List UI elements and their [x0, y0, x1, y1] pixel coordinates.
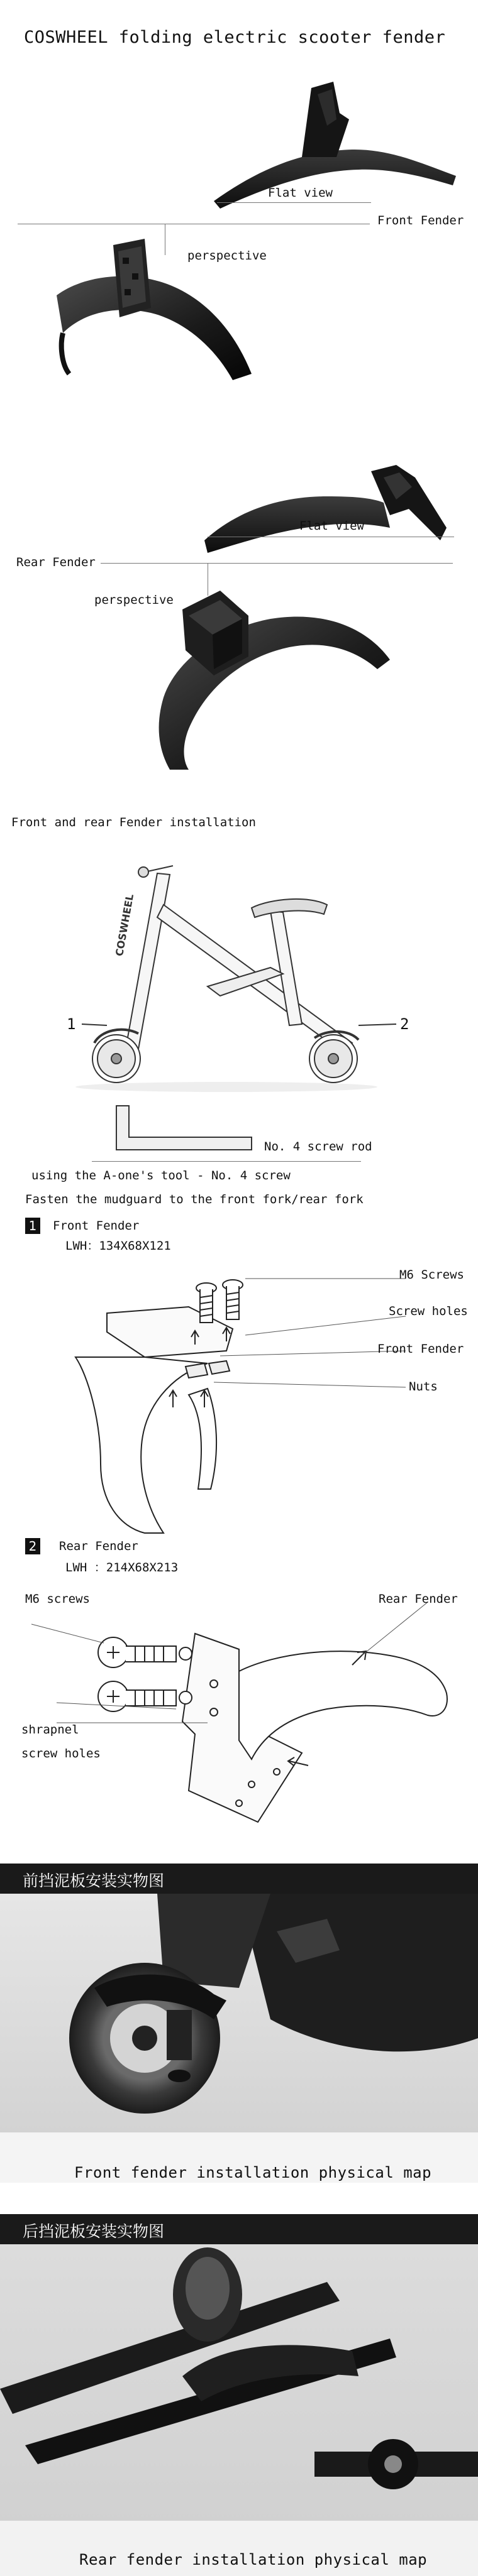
front-photo-illustration — [0, 1894, 478, 2183]
scooter-line-drawing — [63, 861, 415, 1093]
front-photo-caption: Front fender installation physical map — [74, 2164, 432, 2181]
fasten-note: Fasten the mudguard to the front fork/rear fork — [25, 1192, 364, 1206]
rear-installation-photo — [0, 2244, 478, 2576]
rear-photo-caption: Rear fender installation physical map — [79, 2551, 428, 2568]
screw-rod-label: No. 4 screw rod — [264, 1140, 372, 1154]
front-photo-header-text: 前挡泥板安装实物图 — [23, 1872, 165, 1890]
screw-rod-underline — [92, 1161, 361, 1162]
rear-flat-view-label: Flat view — [299, 519, 364, 533]
front-fender-label: Front Fender — [377, 214, 464, 227]
front-fender-perspective-image — [44, 239, 264, 390]
rear-fender-part-label: Rear Fender — [379, 1592, 458, 1606]
rear-shrapnel-label: shrapnel — [21, 1723, 79, 1737]
installation-heading: Front and rear Fender installation — [11, 816, 256, 829]
front-fender-flat-view-image — [208, 75, 459, 214]
rear-photo-header-text: 后挡泥板安装实物图 — [23, 2222, 165, 2240]
front-photo-header — [0, 1864, 478, 1894]
callout-1: 1 — [67, 1015, 76, 1033]
screw-rod-tool-image — [110, 1106, 261, 1156]
rear-fender-label: Rear Fender — [16, 555, 96, 569]
tool-note: using the A-one's tool - No. 4 screw — [31, 1169, 291, 1182]
rear-m6-screws-label: M6 screws — [25, 1592, 90, 1606]
rear-perspective-label: perspective — [94, 593, 174, 607]
rear-photo-illustration — [0, 2244, 478, 2576]
scooter-brand-text: COSWHEEL — [113, 893, 136, 958]
rear-fender-flat-view-image — [201, 452, 453, 565]
front-nuts-label: Nuts — [409, 1380, 438, 1394]
front-screw-holes-label: Screw holes — [389, 1304, 468, 1318]
rear-photo-header — [0, 2214, 478, 2244]
front-fender-part-label: Front Fender — [377, 1342, 464, 1356]
rear-fender-dimensions: LWH ：214X68X213 — [65, 1561, 179, 1575]
callout-2: 2 — [400, 1015, 409, 1033]
front-installation-photo — [0, 1894, 478, 2183]
front-flat-view-underline — [217, 202, 371, 203]
rear-fender-exploded-diagram — [13, 1583, 465, 1835]
rear-fender-perspective-image — [138, 591, 403, 773]
front-fender-diagram-title: Front Fender — [53, 1219, 140, 1233]
front-m6-screws-label: M6 Screws — [399, 1268, 464, 1282]
front-fender-dimensions: LWH：134X68X121 — [65, 1239, 171, 1253]
page-title: COSWHEEL folding electric scooter fender — [24, 28, 446, 47]
rear-fender-diagram-title: Rear Fender — [59, 1539, 138, 1553]
rear-screw-holes-label: screw holes — [21, 1747, 101, 1760]
front-flat-view-label: Flat view — [268, 186, 333, 200]
rear-section-divider — [101, 563, 453, 564]
rear-fender-number-badge: 2 — [25, 1538, 40, 1554]
front-perspective-label: perspective — [187, 249, 267, 263]
front-fender-number-badge: 1 — [25, 1218, 40, 1234]
